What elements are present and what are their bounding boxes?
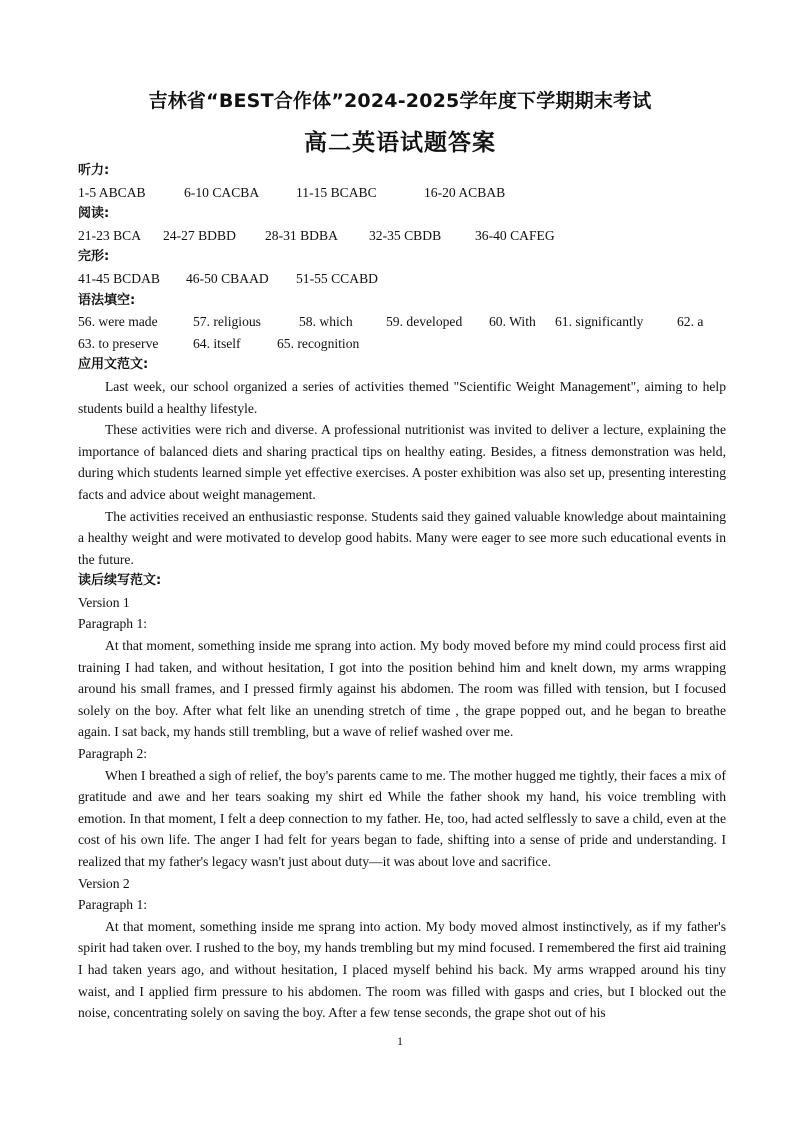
exam-title: 吉林省“BEST合作体”2024-2025学年度下学期期末考试 [148,90,652,112]
grammar-answer: 57. religious [193,314,261,330]
grammar-answer: 64. itself [193,335,241,351]
grammar-answer: 59. developed [386,314,463,330]
answer-group: 41-45 BCDAB [78,270,160,286]
cloze-answers [78,268,726,290]
continuation-paragraph: At that moment, something inside me sprang into action. My body moved before my mind could process first aid training I had taken, and without hesitation, I got into the position behind him and knelt down, my arms wrapping around his small frames, and I pressed firmly against his abdomen. The room was filled with tension, but I focused solely on the boy. After what felt like an unending stretch of time , the grape popped out, and he began to breathe again. I sat back, my hands still trembling, but a wave of relief washed over me. [78,638,726,740]
answer-group: 24-27 BDBD [163,227,236,243]
grammar-answer: 62. a [677,314,704,330]
writing-paragraph: These activities were rich and diverse. A professional nutritionist was invited to deliver a lecture, explaining the importance of balanced diets and sharing practical tips on healthy eating. Besides, a fitness demonstration was held, during which students learned simple yet effective exercises. A poster exhibition was also set up, presenting interesting facts and advice about weight management. [78,422,726,502]
grammar-answer: 65. recognition [277,335,360,351]
paragraph-label: Paragraph 2: [78,746,148,762]
answer-group: 51-55 CCABD [296,270,378,286]
grammar-heading: 语法填空: [78,292,136,308]
answer-group: 28-31 BDBA [265,227,338,243]
cloze-heading: 完形: [78,249,110,265]
grammar-answer: 58. which [299,314,353,330]
page-number: 1 [397,1034,403,1048]
grammar-answers-line1 [78,311,726,333]
listening-answers [78,182,726,204]
version-label: Version 1 [78,594,130,610]
answer-group: 1-5 ABCAB [78,184,146,200]
paragraph-label: Paragraph 1: [78,616,148,632]
answer-group: 46-50 CBAAD [186,270,269,286]
answer-group: 16-20 ACBAB [424,184,506,200]
answer-key-title: 高二英语试题答案 [304,130,496,156]
grammar-answer: 63. to preserve [78,335,159,351]
listening-heading: 听力: [78,163,110,178]
answer-content [78,160,726,1024]
grammar-answer: 60. With [489,314,536,330]
answer-group: 21-23 BCA [78,227,142,243]
reading-answers [78,225,726,247]
answer-group: 6-10 CACBA [184,184,260,200]
answer-group: 36-40 CAFEG [475,227,555,243]
grammar-answer: 56. were made [78,314,158,330]
grammar-answers-line2 [78,333,726,355]
grammar-answer: 61. significantly [555,314,644,330]
version-label: Version 2 [78,875,130,891]
continuation-paragraph: At that moment, something inside me sprang into action. My body moved almost instinctively, as if my father's spirit had taken over. I rushed to the boy, my hands trembling but my mind focused. I remembered the first aid training I had taken years ago, and without hesitation, I placed myself behind his back. My arms wrapped around his tiny waist, and I applied firm pressure to his abdomen. The room was filled with gasps and cries, but I blocked out the noise, concentrating solely on saving the boy. After a few tense seconds, the grape shot out of his [78,918,726,1021]
answer-group: 11-15 BCABC [296,184,377,200]
answer-group: 32-35 CBDB [369,227,442,243]
paragraph-label: Paragraph 1: [78,897,148,913]
writing-paragraph: Last week, our school organized a series of activities themed "Scientific Weight Management", aiming to help students build a healthy lifestyle. [78,378,726,416]
continuation-heading: 读后续写范文: [78,573,162,589]
writing-heading: 应用文范文: [78,357,149,373]
writing-paragraph: The activities received an enthusiastic response. Students said they gained valuable knowledge about maintaining a healthy weight and were motivated to develop good habits. Many were eager to see more such educational events in the future. [78,508,726,567]
reading-heading: 阅读: [78,206,110,222]
continuation-paragraph: When I breathed a sigh of relief, the boy's parents came to me. The mother hugged me tightly, their faces a mix of gratitude and awe and her tears soaking my shirt ed While the father shook my hand, his voice trembling with emotion. In that moment, I felt a deep connection to my father. He, too, had acted selflessly to save a child, even at the cost of his own life. The anger I had felt for years began to fade, shifting into a sense of pride and understanding. I realized that my father's legacy wasn't just about duty—it was about love and sacrifice. [78,767,726,869]
